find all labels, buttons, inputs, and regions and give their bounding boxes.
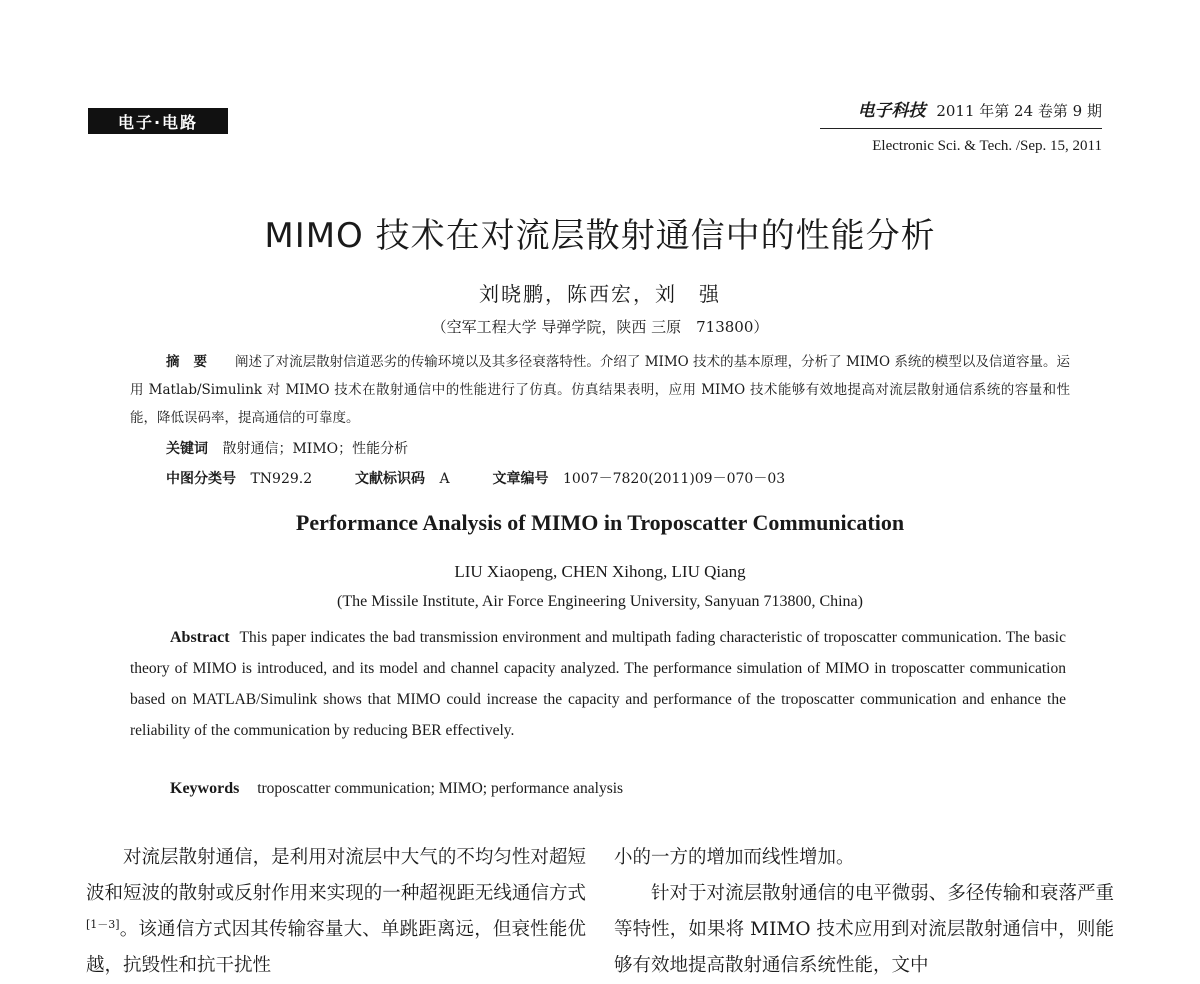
body-text: 对流层散射通信，是利用对流层中大气的不均匀性对超短波和短波的散射或反射作用来实现的一种超视距无线通信方式	[86, 847, 586, 904]
class-value: TN929.2	[250, 471, 313, 487]
abstract-en	[130, 622, 1066, 746]
keywords-cn-text: 散射通信；MIMO；性能分析	[222, 441, 409, 457]
paper-title-en: Performance Analysis of MIMO in Troposcatter Communication	[295, 510, 905, 535]
paper-title-cn: MIMO 技术在对流层散射通信中的性能分析	[264, 216, 936, 256]
body-paragraph: 小的一方的增加而线性增加。	[614, 847, 855, 868]
abstract-cn-label: 摘要	[166, 354, 222, 370]
authors-cn: 刘晓鹏，陈西宏，刘 强	[479, 282, 721, 306]
section-tag: 电子·电路	[88, 108, 228, 134]
body-paragraph	[86, 840, 586, 984]
body-paragraph: 针对于对流层散射通信的电平微弱、多径传输和衰落严重等特性，如果将 MIMO 技术应用到对流层散射通信中，则能够有效地提高散射通信系统性能，文中	[614, 883, 1114, 976]
keywords-cn	[166, 438, 408, 458]
authors-en: LIU Xiaopeng, CHEN Xihong, LIU Qiang	[454, 562, 746, 581]
classification-line	[166, 468, 785, 488]
journal-english-line: Electronic Sci. & Tech. /Sep. 15, 2011	[872, 138, 1102, 154]
affiliation-cn: （空军工程大学 导弹学院，陕西 三原 713800）	[431, 318, 769, 336]
doc-code-label: 文献标识码	[355, 471, 426, 487]
body-column-left	[86, 840, 586, 984]
affiliation-en: (The Missile Institute, Air Force Engineering University, Sanyuan 713800, China)	[337, 593, 863, 610]
keywords-en	[170, 780, 623, 798]
abstract-en-text: This paper indicates the bad transmission environment and multipath fading characteristic of troposcatter communication. The basic theory of MIMO is introduced, and its model and channel capacity analyzed. The performance simulation of MIMO in troposcatter communication based on MATLAB/Simulink shows that MIMO could increase the capacity and performance of the troposcatter communication and enhance the reliability of the communication by reducing BER effectively.	[130, 629, 1066, 739]
header-rule	[820, 128, 1102, 129]
keywords-en-label: Keywords	[170, 780, 240, 797]
body-text: 。该通信方式因其传输容量大、单跳距离远，但衰性能优越，抗毁性和抗干扰性	[86, 919, 586, 976]
citation-ref: [1－3]	[86, 917, 120, 931]
abstract-en-label: Abstract	[170, 629, 230, 646]
article-no-label: 文章编号	[492, 471, 549, 487]
keywords-cn-label: 关键词	[166, 441, 208, 457]
journal-logo: 电子科技	[857, 101, 926, 121]
journal-issue: 2011 年第 24 卷第 9 期	[936, 102, 1102, 120]
abstract-cn	[130, 348, 1070, 432]
class-label: 中图分类号	[166, 471, 236, 487]
body-column-right	[614, 840, 1114, 984]
keywords-en-text: troposcatter communication; MIMO; performance analysis	[257, 780, 624, 797]
abstract-cn-text: 阐述了对流层散射信道恶劣的传输环境以及其多径衰落特性。介绍了 MIMO 技术的基本原理，分析了 MIMO 系统的模型以及信道容量。运用 Matlab/Simulink 对 MIMO 技术在散射通信中的性能进行了仿真。仿真结果表明，应用 MIMO 技术能够有效地提高对流层散射通信系统的容量和性能，降低误码率，提高通信的可靠度。	[130, 354, 1070, 426]
journal-issue-line	[858, 96, 1102, 121]
article-no-value: 1007－7820(2011)09－070－03	[562, 471, 786, 487]
doc-code-value: A	[439, 471, 450, 487]
